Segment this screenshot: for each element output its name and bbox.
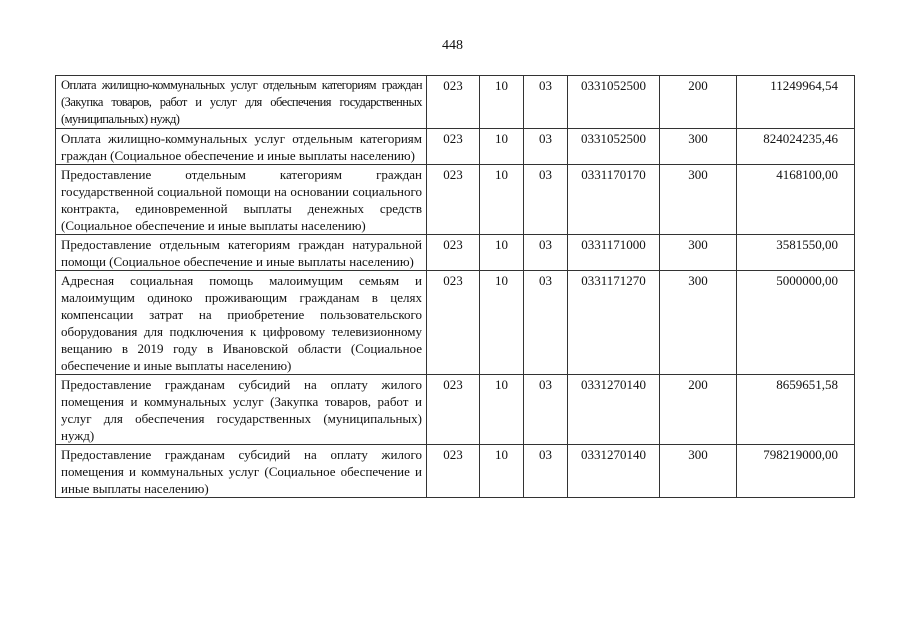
target-article-cell: 0331270140 xyxy=(568,375,660,445)
table-row xyxy=(56,271,855,375)
expense-name-cell: Адресная социальная помощь малоимущим семьям и малоимущим одиноко проживающим гражданам в целях компенсации затрат на приобретение пользовательского оборудования для подключения к цифровому телевизионному вещанию в 2019 году в Ивановской области (Социальное обеспечение и иные выплаты населению) xyxy=(56,271,427,375)
section-code-cell: 10 xyxy=(480,165,524,235)
expense-name-cell: Оплата жилищно-коммунальных услуг отдельным категориям граждан (Социальное обеспечение и иные выплаты населению) xyxy=(56,129,427,165)
amount-cell: 8659651,58 xyxy=(737,375,855,445)
table-row xyxy=(56,445,855,498)
expense-type-cell: 300 xyxy=(660,165,737,235)
ministry-code-cell: 023 xyxy=(427,129,480,165)
ministry-code-cell: 023 xyxy=(427,375,480,445)
table-row xyxy=(56,129,855,165)
expense-type-cell: 300 xyxy=(660,445,737,498)
subsection-code-cell: 03 xyxy=(524,165,568,235)
ministry-code-cell: 023 xyxy=(427,165,480,235)
expense-type-cell: 200 xyxy=(660,375,737,445)
subsection-code-cell: 03 xyxy=(524,76,568,129)
table-body xyxy=(56,76,855,498)
section-code-cell: 10 xyxy=(480,235,524,271)
section-code-cell: 10 xyxy=(480,271,524,375)
page-number: 448 xyxy=(442,38,463,53)
section-code-cell: 10 xyxy=(480,445,524,498)
target-article-cell: 0331052500 xyxy=(568,76,660,129)
table-row xyxy=(56,165,855,235)
subsection-code-cell: 03 xyxy=(524,129,568,165)
amount-cell: 824024235,46 xyxy=(737,129,855,165)
target-article-cell: 0331171000 xyxy=(568,235,660,271)
expense-name-cell: Предоставление гражданам субсидий на оплату жилого помещения и коммунальных услуг (Социальное обеспечение и иные выплаты населению) xyxy=(56,445,427,498)
section-code-cell: 10 xyxy=(480,76,524,129)
subsection-code-cell: 03 xyxy=(524,445,568,498)
amount-cell: 11249964,54 xyxy=(737,76,855,129)
expense-name-cell: Предоставление отдельным категориям граждан натуральной помощи (Социальное обеспечение и иные выплаты населению) xyxy=(56,235,427,271)
expense-type-cell: 300 xyxy=(660,271,737,375)
expense-type-cell: 200 xyxy=(660,76,737,129)
expense-name-cell: Предоставление гражданам субсидий на оплату жилого помещения и коммунальных услуг (Закупка товаров, работ и услуг для обеспечения государственных (муниципальных) нужд) xyxy=(56,375,427,445)
target-article-cell: 0331170170 xyxy=(568,165,660,235)
ministry-code-cell: 023 xyxy=(427,76,480,129)
amount-cell: 4168100,00 xyxy=(737,165,855,235)
budget-table xyxy=(55,75,855,498)
section-code-cell: 10 xyxy=(480,129,524,165)
target-article-cell: 0331270140 xyxy=(568,445,660,498)
table-row xyxy=(56,235,855,271)
target-article-cell: 0331052500 xyxy=(568,129,660,165)
expense-name-cell: Предоставление отдельным категориям граждан государственной социальной помощи на основании социального контракта, единовременной выплаты денежных средств (Социальное обеспечение и иные выплаты населению) xyxy=(56,165,427,235)
subsection-code-cell: 03 xyxy=(524,375,568,445)
ministry-code-cell: 023 xyxy=(427,445,480,498)
expense-type-cell: 300 xyxy=(660,235,737,271)
subsection-code-cell: 03 xyxy=(524,235,568,271)
amount-cell: 3581550,00 xyxy=(737,235,855,271)
ministry-code-cell: 023 xyxy=(427,235,480,271)
subsection-code-cell: 03 xyxy=(524,271,568,375)
expense-type-cell: 300 xyxy=(660,129,737,165)
table-row xyxy=(56,375,855,445)
amount-cell: 798219000,00 xyxy=(737,445,855,498)
section-code-cell: 10 xyxy=(480,375,524,445)
expense-name-cell: Оплата жилищно-коммунальных услуг отдельным категориям граждан (Закупка товаров, работ и услуг для обеспечения государственных (муниципальных) нужд) xyxy=(56,76,427,129)
target-article-cell: 0331171270 xyxy=(568,271,660,375)
amount-cell: 5000000,00 xyxy=(737,271,855,375)
table-row xyxy=(56,76,855,129)
ministry-code-cell: 023 xyxy=(427,271,480,375)
